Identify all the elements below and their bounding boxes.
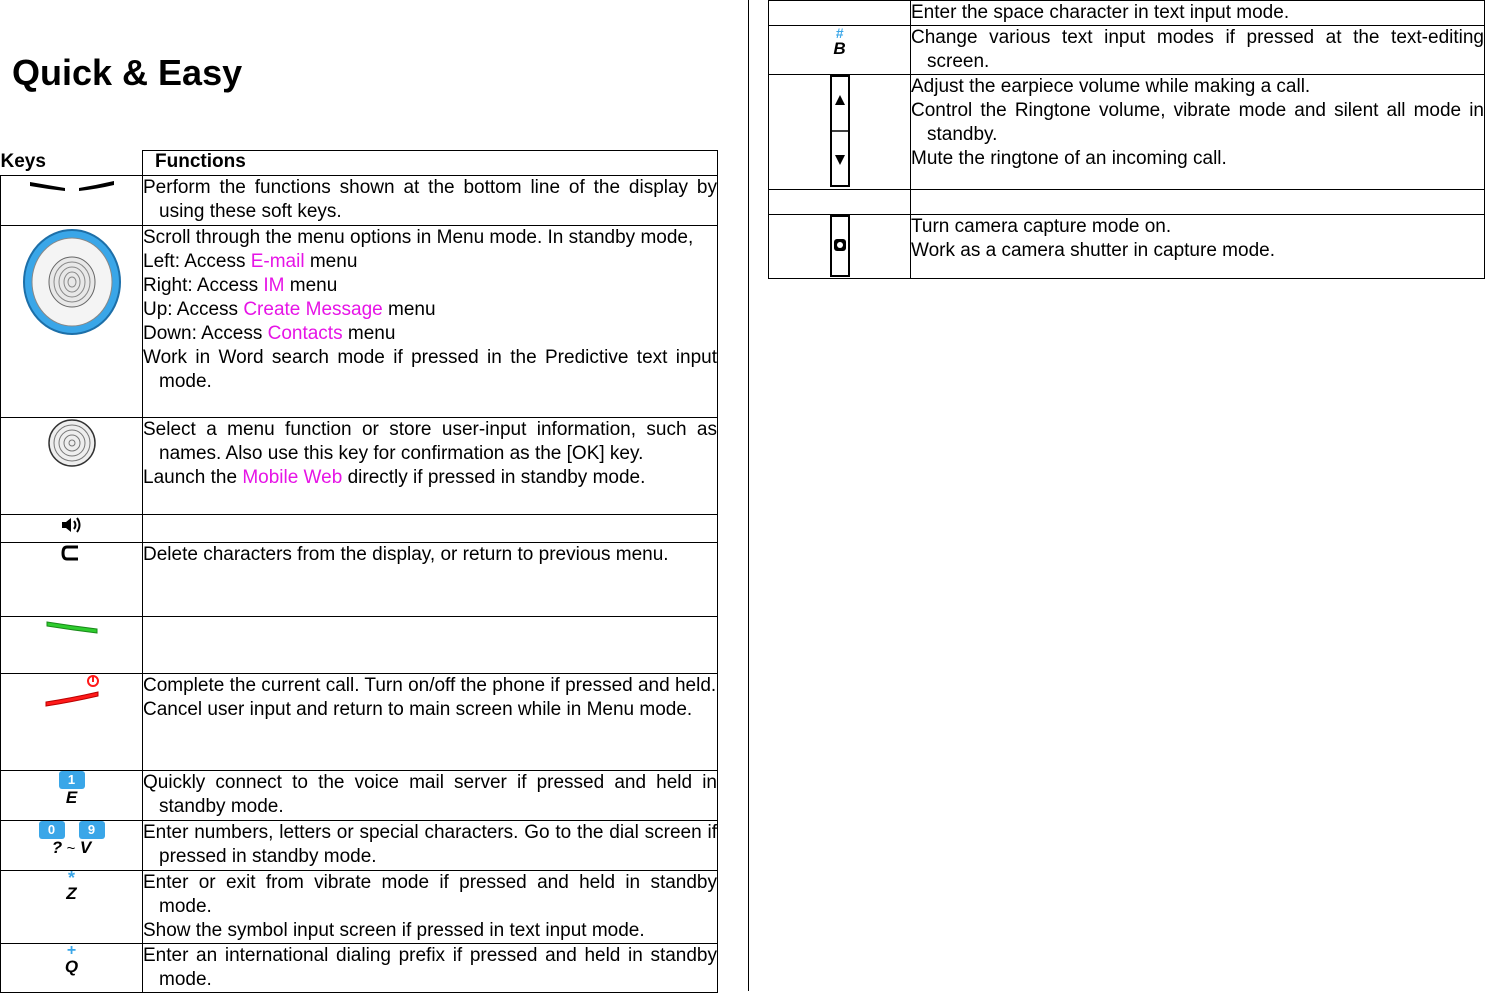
function-text bbox=[143, 919, 717, 943]
function-text-segment: Enter or exit from vibrate mode if pressed and held in standby mode. bbox=[143, 872, 717, 917]
key-1-icon: 1 bbox=[59, 771, 85, 789]
table-row bbox=[1, 176, 718, 226]
function-text-segment: Work as a camera shutter in capture mode. bbox=[911, 240, 1275, 261]
function-cell bbox=[143, 871, 718, 944]
function-cell bbox=[911, 190, 1485, 215]
key-0-icon: 0 bbox=[39, 821, 65, 839]
function-text-segment: directly if pressed in standby mode. bbox=[342, 467, 646, 488]
function-text bbox=[143, 274, 717, 298]
star-symbol: * bbox=[67, 868, 75, 888]
function-text-segment: Perform the functions shown at the bottom line of the display by using these soft keys. bbox=[143, 177, 717, 222]
function-text bbox=[143, 871, 717, 919]
key-separator: ~ bbox=[66, 840, 76, 857]
table-row bbox=[1, 617, 718, 674]
function-text-segment: Complete the current call. Turn on/off the phone if pressed and held. bbox=[143, 675, 717, 696]
menu-link[interactable]: Contacts bbox=[267, 323, 343, 344]
function-text-segment: Enter numbers, letters or special characters. Go to the dial screen if pressed in standby mode. bbox=[143, 822, 717, 867]
table-row bbox=[1, 515, 718, 543]
speaker-key-icon bbox=[60, 515, 84, 535]
plus-key-icon bbox=[1, 944, 142, 976]
function-cell bbox=[143, 771, 718, 821]
function-text bbox=[143, 346, 717, 394]
function-text-segment: Delete characters from the display, or return to previous menu. bbox=[143, 544, 669, 565]
function-cell bbox=[143, 515, 718, 543]
table-row bbox=[1, 871, 718, 944]
table-row bbox=[769, 26, 1485, 75]
key-0-9-icon bbox=[1, 821, 142, 858]
key-label: ? bbox=[51, 838, 63, 857]
function-cell bbox=[143, 617, 718, 674]
hash-key-icon bbox=[769, 26, 910, 58]
function-text bbox=[143, 698, 717, 722]
function-text bbox=[911, 99, 1484, 147]
clear-key-icon bbox=[60, 543, 84, 563]
menu-link[interactable]: Mobile Web bbox=[242, 467, 343, 488]
table-row bbox=[769, 75, 1485, 190]
page-title: Quick & Easy bbox=[12, 52, 243, 93]
function-cell bbox=[143, 543, 718, 617]
function-text-segment: Up: Access bbox=[143, 299, 244, 320]
navigation-key-icon bbox=[22, 226, 122, 336]
function-text-segment: Change various text input modes if pressed at the text-editing screen. bbox=[911, 27, 1484, 72]
function-text bbox=[143, 176, 717, 224]
function-text-segment: Enter an international dialing prefix if pressed and held in standby mode. bbox=[143, 945, 717, 990]
function-cell bbox=[911, 26, 1485, 75]
function-cell bbox=[911, 75, 1485, 190]
function-cell bbox=[911, 215, 1485, 279]
function-text-segment: Work in Word search mode if pressed in the Predictive text input mode. bbox=[143, 347, 717, 392]
function-text-segment: Right: Access bbox=[143, 275, 264, 296]
table-row bbox=[769, 1, 1485, 26]
ok-key-icon bbox=[47, 418, 97, 468]
function-text bbox=[143, 418, 717, 466]
function-text-segment: Control the Ringtone volume, vibrate mode and silent all mode in standby. bbox=[911, 100, 1484, 145]
function-cell bbox=[143, 944, 718, 993]
function-text-segment: Down: Access bbox=[143, 323, 268, 344]
function-text bbox=[143, 771, 717, 819]
function-text bbox=[143, 322, 717, 346]
functions-header: Functions bbox=[143, 151, 718, 176]
key-label: B bbox=[833, 39, 846, 58]
function-text-segment: Launch the bbox=[143, 467, 243, 488]
function-text bbox=[143, 674, 717, 698]
function-text bbox=[911, 239, 1484, 263]
function-cell bbox=[143, 226, 718, 418]
menu-link[interactable]: Create Message bbox=[243, 299, 383, 320]
function-text bbox=[143, 944, 717, 992]
table-row bbox=[769, 215, 1485, 279]
table-row bbox=[1, 821, 718, 871]
star-key-icon bbox=[1, 868, 142, 903]
key-label: E bbox=[65, 788, 78, 807]
volume-key-icon bbox=[829, 75, 851, 187]
function-text bbox=[911, 147, 1484, 171]
table-row bbox=[1, 771, 718, 821]
column-divider bbox=[748, 0, 749, 991]
function-text bbox=[143, 466, 717, 490]
menu-link[interactable]: E-mail bbox=[250, 251, 305, 272]
plus-symbol: + bbox=[66, 942, 77, 959]
table-row bbox=[1, 226, 718, 418]
key-label: V bbox=[79, 838, 92, 857]
function-text bbox=[911, 75, 1484, 99]
function-text bbox=[143, 226, 717, 250]
function-text bbox=[911, 215, 1484, 239]
function-text-segment: Mute the ringtone of an incoming call. bbox=[911, 148, 1227, 169]
table-row bbox=[769, 190, 1485, 215]
function-text-segment: Quickly connect to the voice mail server if pressed and held in standby mode. bbox=[143, 772, 717, 817]
key-9-icon: 9 bbox=[79, 821, 105, 839]
menu-link[interactable]: IM bbox=[263, 275, 285, 296]
keys-header: Keys bbox=[1, 151, 143, 176]
function-cell bbox=[143, 674, 718, 771]
hash-symbol: # bbox=[835, 25, 844, 41]
table-row bbox=[1, 674, 718, 771]
function-text bbox=[911, 1, 1484, 25]
function-text-segment: Show the symbol input screen if pressed in text input mode. bbox=[143, 920, 645, 941]
function-text-segment: menu bbox=[284, 275, 338, 296]
function-cell bbox=[143, 418, 718, 515]
key-label: Z bbox=[66, 884, 77, 903]
function-text-segment: Left: Access bbox=[143, 251, 251, 272]
function-text-segment: menu bbox=[304, 251, 358, 272]
function-text-segment: menu bbox=[382, 299, 436, 320]
function-text-segment: Select a menu function or store user-input information, such as names. Also use this key for confirmation as the [OK] key. bbox=[143, 419, 717, 464]
table-row bbox=[1, 418, 718, 515]
function-cell bbox=[143, 176, 718, 226]
soft-keys-icon bbox=[27, 176, 117, 198]
end-power-key-icon bbox=[42, 674, 102, 710]
key-label: Q bbox=[64, 957, 79, 976]
keys-table-right bbox=[768, 0, 1485, 279]
function-text bbox=[143, 543, 717, 567]
camera-key-icon bbox=[829, 215, 851, 277]
send-key-icon bbox=[44, 617, 100, 637]
function-text-segment: menu bbox=[342, 323, 396, 344]
table-row bbox=[1, 944, 718, 993]
function-cell bbox=[143, 821, 718, 871]
function-text bbox=[143, 821, 717, 869]
function-text-segment: Cancel user input and return to main screen while in Menu mode. bbox=[143, 699, 693, 720]
function-text-segment: Adjust the earpiece volume while making a call. bbox=[911, 76, 1311, 97]
function-text-segment: Enter the space character in text input mode. bbox=[911, 2, 1290, 23]
function-text bbox=[911, 26, 1484, 74]
table-row bbox=[1, 543, 718, 617]
function-text-segment: Scroll through the menu options in Menu mode. In standby mode, bbox=[143, 227, 694, 248]
function-text bbox=[143, 298, 717, 322]
keys-table-left bbox=[0, 150, 718, 993]
function-text bbox=[143, 250, 717, 274]
function-text-segment: Turn camera capture mode on. bbox=[911, 216, 1172, 237]
function-cell bbox=[911, 1, 1485, 26]
